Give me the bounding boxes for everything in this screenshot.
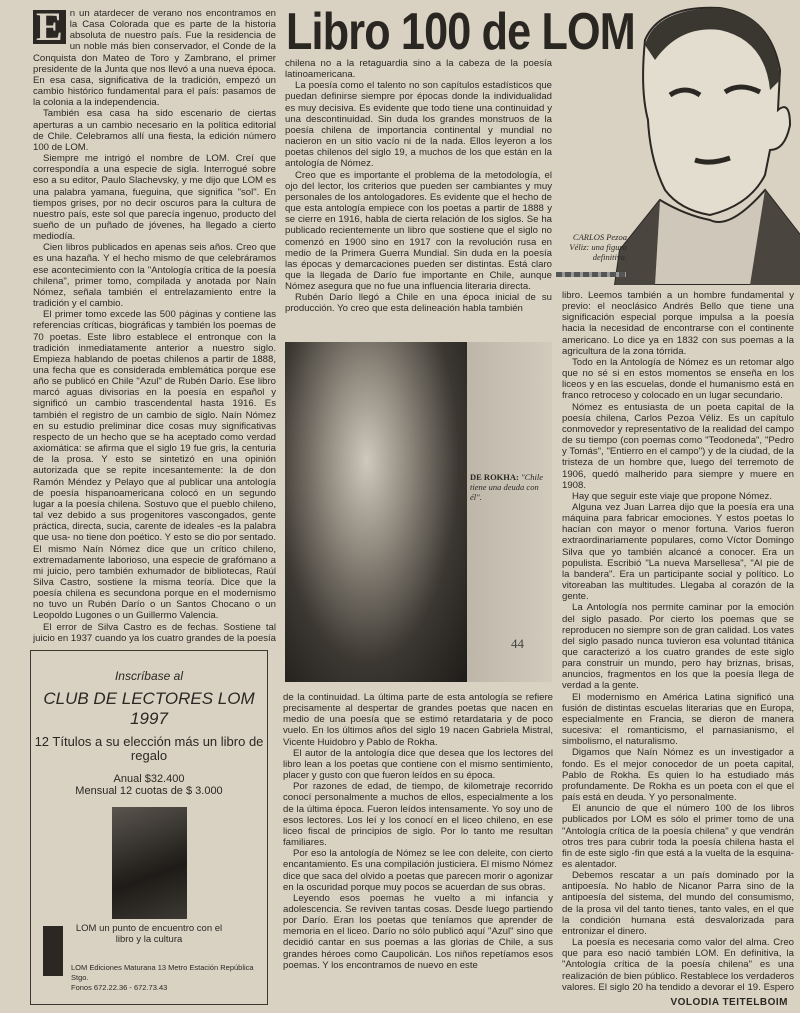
paragraph: La Antología nos permite caminar por la emoción del siglo pasado. Por cierto los poemas que se reproducen no siempre son de gran calidad. Los vates del siglo pasado nunca tuvieron esa voluntad titánica que caracterizó a los cuatro grandes de este siglo para construir un mundo, pero hay briznas, brisas, anuncios, fragmentos en los que la poesía llega de verdad a la gente. <box>562 602 794 692</box>
paragraph: libro. Leemos también a un hombre fundamental y previo: el neoclásico Andrés Bello que tiene una significación especial porque impulsa a la poesía hacia la necesidad de encontrarse con el continente americano. Lo dice ya en 1832 con sus poemas a la agricultura de la zona tórrida. <box>562 290 794 357</box>
paragraph: Siempre me intrigó el nombre de LOM. Creí que correspondía a una especie de sigla. Interrogué sobre eso a su editor, Paulo Slachevsky, y me dijo que LOM es una palabra yamana, fueguina, que significa "sol". En tiempos grises, por no decir oscuros para la cultura de nuestro país, este sol que parecía ingenuo, producto del sueño de un puñado de jóvenes, ha llegado a cierto mediodía. <box>33 153 276 243</box>
paragraph: Hay que seguir este viaje que propone Nómez. <box>572 490 772 502</box>
author-signature: VOLODIA TEITELBOIM <box>670 997 788 1008</box>
paragraph: La poesía es necesaria como valor del alma. Creo que para eso nació también LOM. En definitiva, la "Antología crítica de la poesía chilena" es una realización de bien público. Restablece los verdaderos valores. El siglo 20 ha tendido a devorar el 19. Espero <box>562 937 794 992</box>
paragraph: Por razones de edad, de tiempo, de kilometraje recorrido conocí personalmente a muchos de ellos, especialmente a los de la última época. Fueron leídos intensamente. Yo soy uno de esos lectores. Los leí y los conocí en el liceo chileno, en ese liceo fiscal de principios de siglo. Por lo tanto me resultan familiares. <box>283 781 553 849</box>
paragraph: Cien libros publicados en apenas seis años. Creo que es una hazaña. Y el hecho mismo de que celebráramos ese acontecimiento con la "Antología crítica de la poesía chilena", primer tomo, compilada y anotada por Naín Nómez, señala también el entrelazamiento entre la tradición y el cambio. <box>33 242 276 310</box>
paragraph: Nómez es entusiasta de un poeta capital de la poesía chilena, Carlos Pezoa Véliz. Es un capítulo conmovedor y representativo de la realidad del campo de su tiempo (con poemas como "Teodoneda", "Pedro y Tomás", "Entierro en el campo") y de la ciudad, de la tristeza de un hombre que, luego del terremoto de 1906, quedó malherido para siempre y muere en 1908. <box>562 401 794 491</box>
ad-contact <box>71 963 267 993</box>
paragraph: n un atardecer de verano nos encontramos en la Casa Colorada que es parte de la historia absoluta de nuestro país. Fue la residencia de un noble más bien conservador, el Conde de la Conquista don Mateo de Toro y Zambrano, el primer presidente de la Junta que nos llevó a una nueva época. En esa casa, significativa de la tradición, empezó un cambio histórico fundamental para el país: pasamos de la colonia a la independencia. <box>33 8 276 109</box>
ad-year: 1997 <box>130 709 168 728</box>
paragraph: Alguna vez Juan Larrea dijo que la poesía era una máquina para fabricar emociones. Y estos poetas lo hacían con mayor o menor fortuna. Varios fueron extraordinariamente populares, como Víctor Domingo Silva que yo también alcancé a conocer. Era un populista. Escribió "La nueva Marsellesa", "Al pie de la bandera". Era un participante social y político. Lo vitoreaban las multitudes. Llegaba al corazón de la gente. <box>562 501 794 603</box>
ad-intro: Inscríbase al <box>114 669 184 683</box>
lom-logo <box>43 926 63 976</box>
paragraph: La poesía como el talento no son capítulos estadísticos que puedan definirse siempre por épocas donde la individualidad es muy decisiva. Es evidente que todo tiene una continuidad y una descontinuidad. Sin duda los grandes monstruos de la poesía chilena de importancia continental y mundial no nacieron en un sitio vacío ni de la nada. Ellos leyeron a los poetas chilenos del siglo 19, a muchos de los que están en la antología de Nómez. <box>285 80 552 170</box>
caption-name: DE ROKHA: <box>470 472 519 482</box>
article-column-1 <box>33 8 276 644</box>
paragraph: Debemos rescatar a un país dominado por la antipoesía. No hablo de Nicanor Parra sino de la antipoesía del sistema, del mundo del consumismo, de la prosa vil del tanto tienes, tanto vales, en el que la condición humana está desvalorizada para entronizar el dinero. <box>562 870 794 937</box>
ad-address: LOM Ediciones Maturana 13 Metro Estación República Stgo. <box>71 963 254 982</box>
paragraph: El primer tomo excede las 500 páginas y contiene las referencias críticas, biográficas y también los poemas de 70 poetas. Este libro establece el entronque con la tradición inmediatamente anterior a nuestro siglo. Empieza hablando de poetas chilenos a partir de 1888, una fecha que es considerada emblemática porque ese año se publicó en Chile "Azul" de Rubén Darío. Ese libro marcó aguas divisorias en la poesía en español y significó un cambio trascendental hasta 1916. Es también el registro de un cambio de siglo. Naín Nómez en su estudio preliminar dice cosas muy significativas respecto de un hecho que se ha aceptado como verdad axiomática: se afirma que el siglo 19 fue gris, la centuria de la prosa. Y esto se sintetizó en una opinión autorizada que se repite incesantemente: la de don Ramón Méndez y Pelayo que al publicar una antología de poesía hispanoamericana colocó en un segundo lugar a la poesía chilena. Sostuvo que el pueblo chileno, tal vez debido a sus progenitores vascongados, gente práctica, directa, sucia, carente de ideales -es la palabra que usa- no tiene don poético. Y esto se dio por sentado. El mismo Naín Nómez dice que un crítico chileno, extremadamente laborioso, una especie de grafómano a mi juicio, pero también exhumador de bibliotecas, Raúl Silva Castro, sostiene la misma teoría. Dice que la poesía chilena es secundona porque en el modernismo no tuvo un Rubén Darío o un Santos Chocano o un Leopoldo Lugones o un Guillermo Valencia. <box>33 309 276 622</box>
paragraph: El error de Silva Castro es de fechas. Sostiene tal juicio en 1937 cuando ya los cuatro grandes de la poesía <box>33 621 276 644</box>
paragraph: de la continuidad. La última parte de esta antología se refiere precisamente al despertar de grandes poetas que nacen en medio de una poesía que se estimó retardataria y de poco vuelo. En los últimos años del siglo 19 nacen Gabriela Mistral, Vicente Huidobro y Pablo de Rokha. <box>283 692 553 748</box>
paragraph: El autor de la antología dice que desea que los lectores del libro lean a los poetas que contiene con el mismo sentimiento, placer y gusto con que fueron leídos en su época. <box>283 747 553 782</box>
paragraph: El modernismo en América Latina significó una fusión de distintas escuelas literarias que en Europa, especialmente en Francia, se dieron de manera sucesiva: el romanticismo, el parnasianismo, el simbolismo, el naturalismo. <box>562 691 794 748</box>
paragraph: Rubén Darío llegó a Chile en una época inicial de su producción. Yo creo que esta delineación habla también <box>285 292 552 315</box>
de-rokha-caption <box>470 472 550 502</box>
paragraph: Leyendo esos poemas he vuelto a mi infancia y adolescencia. Se reviven tantas cosas. Desde luego partiendo por Darío. Eran los poetas que teníamos que aprender de memoria en el liceo. Darío no sólo publicó aquí "Azul" sino que decidió cantar en sus poemas a las glorias de Chile, a sus grandes héroes como Caupolicán. Los niños repetíamos esos poemas. Y los encontramos de nuevo en este <box>283 892 553 971</box>
lom-reader-club-ad <box>30 650 268 1005</box>
ad-phones: Fonos 672.22.36 - 672.73.43 <box>71 983 168 992</box>
ad-photo <box>112 807 187 919</box>
caption-quote: "Chile tiene una deuda con él". <box>470 472 543 502</box>
paragraph: Por eso la antología de Nómez se lee con deleite, con cierto encantamiento. Es una compilación justiciera. El mismo Nómez dice que saca del olvido a poetas que parecen morir o agonizar en la oscuridad porque muy pocos se acuerdan de sus obras. <box>283 848 553 893</box>
article-column-3 <box>562 290 794 992</box>
ad-title: CLUB DE LECTORES LOM <box>43 689 255 708</box>
paragraph: chilena no a la retaguardia sino a la cabeza de la poesía latinoamericana. <box>285 58 552 81</box>
ad-tagline: LOM un punto de encuentro con el libro y la cultura <box>75 923 223 945</box>
ad-monthly-price: Mensual 12 cuotas de $ 3.000 <box>75 785 223 797</box>
paragraph: Todo en la Antología de Nómez es un retomar algo que no sé si en estos momentos se enseña en los liceos y en las escuelas, donde el humanismo está en franco retroceso y colocado en un lugar secundario. <box>562 356 794 402</box>
paragraph: El anuncio de que el número 100 de los libros publicados por LOM es sólo el primer tomo de una "Antología crítica de la poesía chilena" y que vendrán otros tres para cubrir toda la poesía chilena hasta el fin de este siglo -fin que está a la vuelta de la esquina- es alentador. <box>562 803 794 870</box>
paragraph: También esa casa ha sido escenario de ciertas aperturas a un cambio necesario en la política editorial de Chile. Celebramos allí una fiesta, la edición número 100 de LOM. <box>33 108 276 153</box>
caption-rule <box>556 272 626 277</box>
paragraph: Digamos que Naín Nómez es un investigador a fondo. Es el mejor conocedor de un poeta capital, Pablo de Rokha. Es quien lo ha estudiado más profundamente. De Rokha es un poeta con el que el país está en deuda. Y yo personalmente. <box>562 747 794 804</box>
article-column-2-bottom <box>283 692 553 1004</box>
de-rokha-photo <box>285 342 467 682</box>
ad-annual-price: Anual $32.400 <box>113 773 185 785</box>
pezoa-caption: CARLOS Pezoa Véliz: una figura definitiva. <box>569 232 627 262</box>
paragraph: Creo que es importante el problema de la metodología, el ojo del lector, los criterios que pueden ser cambiantes y muy personales de los antologadores. Es evidente que el hecho de que esta antología empiece con los poetas a partir de 1888 y se cierre en 1916, habla de cierta relación de los siglos. Se ha publicado recientemente un libro que sostiene que el siglo no comenzó en 1900 sino en 1917 con la revolución rusa en medio de la Primera Guerra Mundial. Sin duda en la poesía las épocas y demarcaciones pueden ser distintas. Está claro que la llegada de Darío fue importante en Chile, aunque Nómez asegura que no fue una influencia literaria directa. <box>285 169 552 293</box>
article-column-2-top <box>285 58 552 340</box>
handwritten-number: 44 <box>511 636 524 651</box>
drop-cap: E <box>33 10 66 44</box>
photo-background <box>467 342 552 682</box>
pezoa-veliz-portrait-drawing <box>600 0 800 285</box>
headline: Libro 100 de LOM <box>286 3 635 61</box>
ad-offer: 12 Títulos a su elección más un libro de regalo <box>34 734 264 763</box>
